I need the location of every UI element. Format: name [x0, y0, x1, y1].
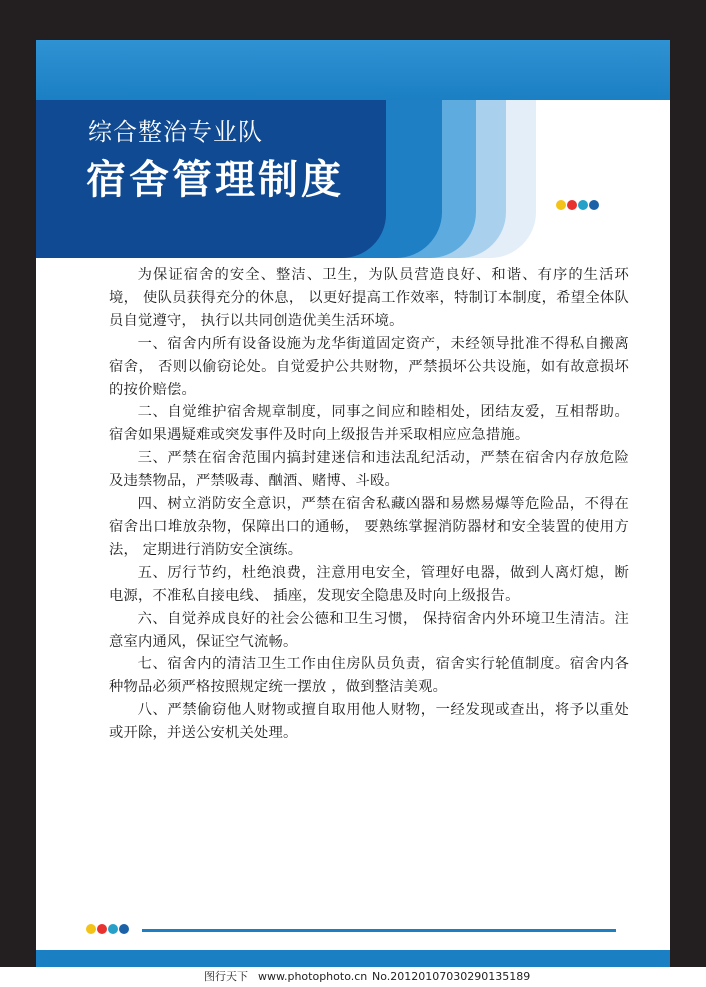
rule-paragraph-3: 三、严禁在宿舍范围内搞封建迷信和违法乱纪活动，严禁在宿舍内存放危险及违禁物品，严禁吸毒、酗酒、赌博、斗殴。: [109, 450, 629, 490]
watermark-number: No.20120107030290135189: [372, 970, 531, 983]
decorative-dots-top: [556, 200, 599, 210]
rule-paragraph-6: 六、自觉养成良好的社会公德和卫生习惯， 保持宿舍内外环境卫生清洁。注意室内通风，保证空气流畅。: [109, 610, 629, 650]
dot-icon: [589, 200, 599, 210]
notice-poster: [36, 40, 670, 971]
watermark-strip: [0, 967, 706, 987]
rule-paragraph-2: 二、自觉维护宿舍规章制度，同事之间应和睦相处，团结友爱，互相帮助。 宿舍如果遇疑难或突发事件及时向上级报告并采取相应应急措施。: [109, 404, 629, 444]
organization-name: 综合整治专业队: [88, 118, 263, 146]
rule-paragraph-1: 一、宿舍内所有设备设施为龙华街道固定资产，未经领导批准不得私自搬离宿舍， 否则以偷窃论处。自觉爱护公共财物，严禁损坏公共设施，如有故意损坏的按价赔偿。: [109, 335, 629, 398]
rule-paragraph-4: 四、树立消防安全意识，严禁在宿舍私藏凶器和易燃易爆等危险品，不得在宿舍出口堆放杂物，保障出口的通畅， 要熟练掌握消防器材和安全装置的使用方法， 定期进行消防安全演练。: [109, 496, 629, 558]
watermark-logo-text: 图行天下: [204, 970, 248, 983]
footer-divider: [142, 929, 616, 932]
intro-paragraph: 为保证宿舍的安全、整洁、卫生，为队员营造良好、和谐、有序的生活环境， 使队员获得充分的休息， 以更好提高工作效率，特制订本制度，希望全体队员自觉遵守， 执行以共同创造优美生活环境。: [109, 267, 629, 329]
dot-icon: [108, 924, 118, 934]
dot-icon: [556, 200, 566, 210]
dot-icon: [578, 200, 588, 210]
rule-paragraph-5: 五、厉行节约，杜绝浪费，注意用电安全，管理好电器，做到人离灯熄，断电源，不准私自接电线、 插座，发现安全隐患及时向上级报告。: [109, 564, 629, 604]
rule-paragraph-8: 八、严禁偷窃他人财物或擅自取用他人财物，一经发现或查出，将予以重处或开除，并送公安机关处理。: [109, 702, 629, 742]
dot-icon: [97, 924, 107, 934]
decorative-dots-bottom: [86, 924, 129, 934]
dot-icon: [86, 924, 96, 934]
page-title: 宿舍管理制度: [86, 157, 344, 203]
rule-paragraph-7: 七、宿舍内的清洁卫生工作由住房队员负责，宿舍实行轮值制度。宿舍内各种物品必须严格按照规定统一摆放 ，做到整洁美观。: [109, 656, 629, 696]
dot-icon: [119, 924, 129, 934]
header-banner: [36, 100, 670, 258]
dot-icon: [567, 200, 577, 210]
top-color-band: [36, 40, 670, 100]
watermark-site: www.photophoto.cn: [258, 970, 368, 983]
regulation-body: [109, 264, 629, 745]
